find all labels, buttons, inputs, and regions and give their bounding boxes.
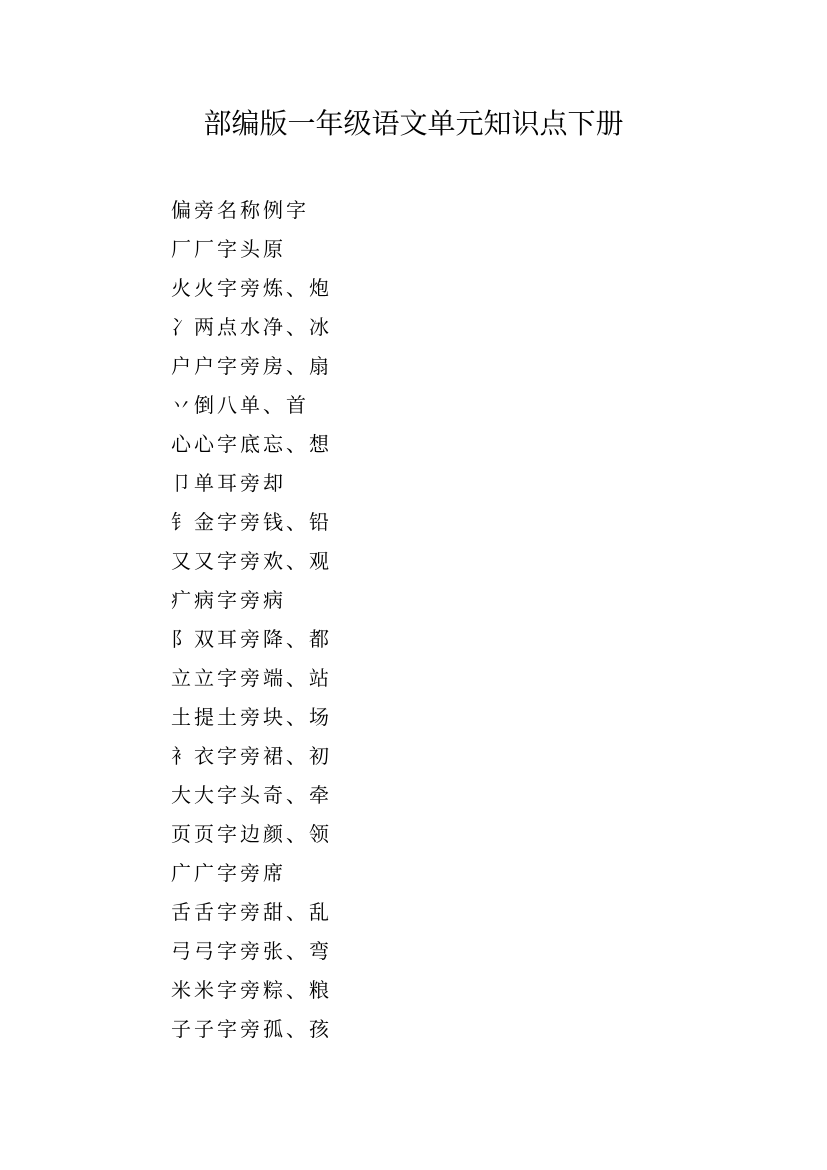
list-item: 卩单耳旁却 — [171, 471, 286, 495]
list-item: 疒病字旁病 — [171, 588, 286, 612]
list-item: 舌舌字旁甜、乱 — [171, 900, 332, 924]
list-item: 丷倒八单、首 — [171, 393, 309, 417]
list-item: 弓弓字旁张、弯 — [171, 939, 332, 963]
list-item: 大大字头奇、牵 — [171, 783, 332, 807]
document-title: 部编版一年级语文单元知识点下册 — [203, 107, 624, 140]
list-item: 广广字旁席 — [171, 861, 286, 885]
list-item: 子子字旁孤、孩 — [171, 1017, 332, 1041]
list-item: 阝双耳旁降、都 — [171, 627, 332, 651]
list-item: 冫两点水净、冰 — [171, 315, 332, 339]
list-item: 户户字旁房、扇 — [171, 354, 332, 378]
list-item: 厂厂字头原 — [171, 237, 286, 261]
list-item: 心心字底忘、想 — [171, 432, 332, 456]
list-item: 米米字旁粽、粮 — [171, 978, 332, 1002]
list-item: 页页字边颜、领 — [171, 822, 332, 846]
list-item: 立立字旁端、站 — [171, 666, 332, 690]
list-item: 钅金字旁钱、铅 — [171, 510, 332, 534]
list-item: 土提土旁块、场 — [171, 705, 332, 729]
list-item: 火火字旁炼、炮 — [171, 276, 332, 300]
list-item-header: 偏旁名称例字 — [171, 198, 309, 222]
radical-list — [171, 195, 332, 1053]
list-item: 又又字旁欢、观 — [171, 549, 332, 573]
list-item: 衤衣字旁裙、初 — [171, 744, 332, 768]
